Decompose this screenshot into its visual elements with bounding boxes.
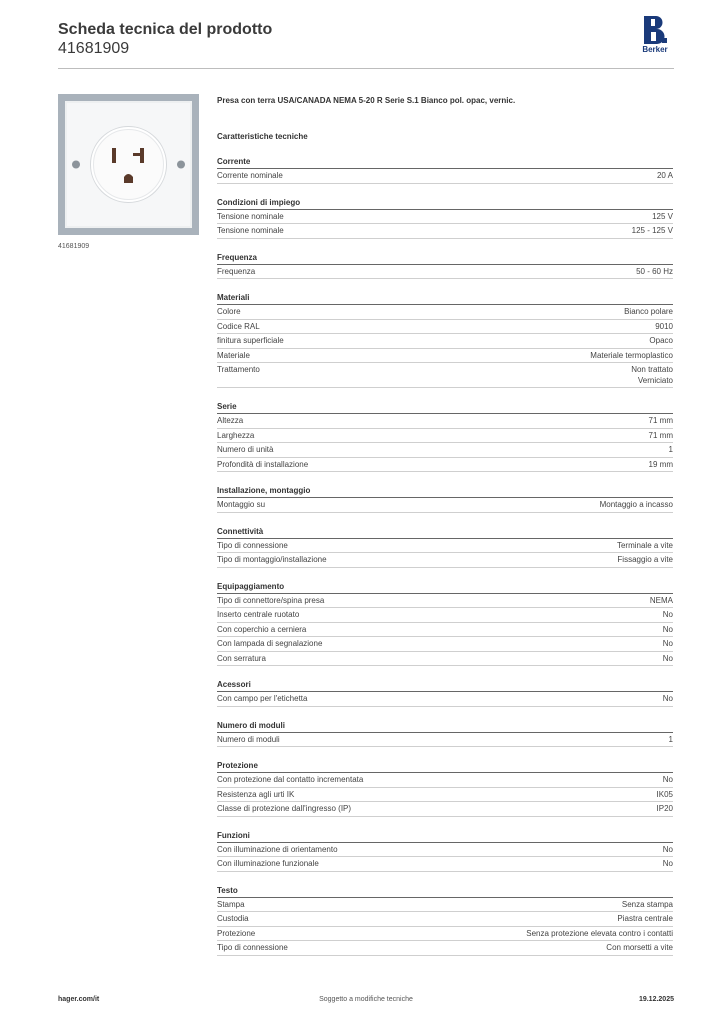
spec-value: 125 - 125 V (631, 226, 673, 235)
spec-row (217, 788, 673, 803)
spec-section (217, 401, 673, 472)
spec-content (217, 92, 673, 956)
spec-label: Profondità di installazione (217, 459, 309, 469)
spec-label: Numero di moduli (217, 734, 280, 744)
spec-label: Tensione nominale (217, 226, 284, 235)
spec-value: 19 mm (648, 459, 673, 469)
spec-section (217, 156, 673, 184)
spec-section (217, 581, 673, 667)
spec-label: Numero di unità (217, 445, 274, 454)
spec-value: No (662, 859, 673, 868)
spec-value: IK05 (656, 789, 673, 799)
spec-row (217, 224, 673, 239)
spec-label: Tipo di connettore/spina presa (217, 595, 325, 605)
spec-label: Stampa (217, 899, 245, 909)
section-heading: Serie (217, 401, 673, 414)
product-image (58, 94, 199, 235)
spec-label: Trattamento (217, 365, 260, 374)
spec-value: Con morsetti a vite (606, 943, 673, 952)
spec-row (217, 349, 673, 364)
spec-label: Con serratura (217, 653, 266, 663)
spec-row (217, 320, 673, 335)
spec-row (217, 927, 673, 942)
spec-label: Resistenza agli urti IK (217, 789, 295, 799)
spec-label: Materiale (217, 350, 250, 360)
spec-section (217, 252, 673, 280)
spec-value: 9010 (655, 321, 673, 331)
spec-value: 50 - 60 Hz (636, 266, 673, 276)
spec-value: Terminale a vite (616, 540, 673, 550)
section-heading: Testo (217, 885, 673, 898)
spec-label: Frequenza (217, 266, 256, 276)
section-heading: Numero di moduli (217, 720, 673, 733)
section-heading: Funzioni (217, 830, 673, 843)
spec-row (217, 802, 673, 817)
spec-value: 1 (668, 734, 673, 744)
spec-value: 71 mm (648, 416, 673, 425)
spec-label: Classe di protezione dall'ingresso (IP) (217, 804, 352, 813)
footer-date: 19.12.2025 (638, 996, 674, 1003)
spec-row (217, 623, 673, 638)
spec-value: 1 (668, 445, 673, 454)
spec-value: Materiale termoplastico (590, 350, 673, 360)
spec-label: Con illuminazione di orientamento (217, 844, 338, 854)
footer-website: hager.com/it (58, 996, 100, 1003)
spec-row (217, 429, 673, 444)
spec-value: No (662, 639, 673, 648)
spec-row (217, 539, 673, 554)
spec-row (217, 334, 673, 349)
spec-label: Tensione nominale (217, 211, 284, 221)
page-footer (58, 996, 674, 1008)
spec-row (217, 498, 673, 513)
spec-row (217, 265, 673, 280)
spec-value: 71 mm (648, 430, 673, 440)
spec-section (217, 197, 673, 239)
spec-value: 20 A (656, 171, 673, 180)
spec-label: Corrente nominale (217, 171, 283, 180)
spec-row (217, 912, 673, 927)
berker-b-icon (642, 16, 668, 44)
spec-label: Montaggio su (217, 500, 266, 509)
tech-heading: Caratteristiche tecniche (217, 132, 308, 141)
section-heading: Connettività (217, 526, 673, 539)
spec-row (217, 652, 673, 667)
spec-row (217, 169, 673, 184)
spec-section (217, 485, 673, 513)
spec-value: No (662, 610, 673, 619)
spec-row (217, 443, 673, 458)
spec-value: Piastra centrale (617, 914, 673, 923)
footer-note: Soggetto a modifiche tecniche (319, 996, 413, 1003)
spec-section (217, 830, 673, 872)
page-header (58, 20, 674, 69)
spec-value: Montaggio a incasso (599, 500, 673, 509)
product-code: 41681909 (58, 40, 130, 57)
spec-label: Tipo di connessione (217, 943, 288, 952)
product-title: Presa con terra USA/CANADA NEMA 5-20 R Serie S.1 Bianco pol. opac, vernic. (217, 96, 516, 105)
spec-row (217, 414, 673, 429)
spec-value: No (662, 844, 673, 854)
spec-value: NEMA (649, 595, 673, 605)
spec-label: Custodia (217, 914, 249, 923)
spec-label: Codice RAL (217, 321, 260, 331)
spec-row (217, 773, 673, 788)
spec-section (217, 526, 673, 568)
spec-value: Bianco polare (624, 307, 673, 316)
spec-row (217, 458, 673, 473)
spec-row (217, 608, 673, 623)
spec-label: Colore (217, 307, 241, 316)
spec-value: Fissaggio a vite (617, 555, 673, 564)
spec-label: Inserto centrale ruotato (217, 610, 300, 619)
spec-value: Non trattato Verniciato (631, 365, 673, 385)
spec-row (217, 210, 673, 225)
section-heading: Installazione, montaggio (217, 485, 673, 498)
spec-value: 125 V (652, 211, 673, 221)
spec-label: Tipo di connessione (217, 540, 288, 550)
spec-row (217, 637, 673, 652)
spec-row (217, 843, 673, 858)
spec-sections (217, 156, 673, 956)
spec-row (217, 857, 673, 872)
spec-row (217, 941, 673, 956)
spec-row (217, 594, 673, 609)
berker-logo (638, 16, 672, 54)
spec-value: No (662, 624, 673, 634)
spec-value: Opaco (649, 336, 673, 345)
spec-row (217, 363, 673, 388)
section-heading: Protezione (217, 760, 673, 773)
spec-label: Altezza (217, 416, 244, 425)
spec-label: Con coperchio a cerniera (217, 624, 307, 634)
spec-value: No (662, 694, 673, 703)
spec-label: Tipo di montaggio/installazione (217, 555, 327, 564)
spec-row (217, 305, 673, 320)
spec-row (217, 692, 673, 707)
spec-label: finitura superficiale (217, 336, 284, 345)
spec-section (217, 292, 673, 388)
section-heading: Acessori (217, 679, 673, 692)
logo-text: Berker (642, 45, 668, 54)
spec-label: Con lampada di segnalazione (217, 639, 323, 648)
spec-label: Con protezione dal contatto incrementata (217, 775, 364, 784)
spec-value: IP20 (656, 804, 673, 813)
spec-value: No (662, 775, 673, 784)
spec-value: Senza stampa (621, 899, 673, 909)
section-heading: Equipaggiamento (217, 581, 673, 594)
spec-row (217, 553, 673, 568)
section-heading: Frequenza (217, 252, 673, 265)
spec-label: Protezione (217, 928, 256, 938)
spec-section (217, 885, 673, 956)
spec-row (217, 898, 673, 913)
spec-value: Senza protezione elevata contro i contatti (526, 928, 673, 938)
spec-label: Con illuminazione funzionale (217, 859, 319, 868)
image-caption: 41681909 (58, 243, 90, 250)
section-heading: Condizioni di impiego (217, 197, 673, 210)
section-heading: Corrente (217, 156, 673, 169)
socket-image (58, 94, 199, 235)
spec-label: Larghezza (217, 430, 255, 440)
spec-row (217, 733, 673, 748)
spec-value: No (662, 653, 673, 663)
spec-label: Con campo per l'etichetta (217, 694, 308, 703)
spec-section (217, 760, 673, 817)
page-title: Scheda tecnica del prodotto (58, 21, 273, 38)
spec-section (217, 679, 673, 707)
section-heading: Materiali (217, 292, 673, 305)
spec-section (217, 720, 673, 748)
